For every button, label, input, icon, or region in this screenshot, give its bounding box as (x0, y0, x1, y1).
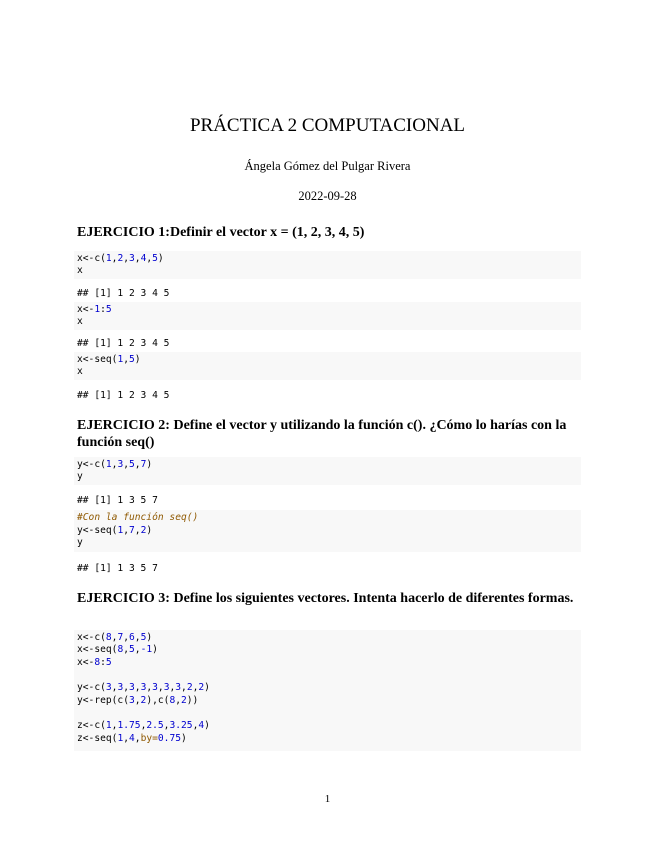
code-comment: #Con la función seq() (77, 512, 199, 523)
code-chunk: x<-c(8,7,6,5) x<-seq(8,5,-1) x<-8:5 y<-c(3,3,3,3,3,3,3,2,2) y<-rep(c(3,2),c(8,2)) z<-c(1,1.75,2.5,3.25,4) z<-seq(1,4,by=0.75) (74, 630, 581, 751)
code-output: ## [1] 1 2 3 4 5 (77, 390, 170, 401)
code-chunk: y<-c(1,3,5,7) y (74, 457, 581, 485)
section-heading-ejercicio-3: EJERCICIO 3: Define los siguientes vectores. Intenta hacerlo de diferentes formas. (77, 591, 574, 606)
code-output: ## [1] 1 2 3 4 5 (77, 338, 170, 349)
document-date: 2022-09-28 (298, 189, 357, 203)
section-heading-ejercicio-1: EJERCICIO 1:Definir el vector x = (1, 2, 3, 4, 5) (77, 225, 365, 240)
code-chunk: x<-seq(1,5) x (74, 352, 581, 380)
code-chunk: #Con la función seq() y<-seq(1,7,2) y (74, 510, 581, 552)
code-output: ## [1] 1 3 5 7 (77, 563, 158, 574)
code-chunk: x<-c(1,2,3,4,5) x (74, 251, 581, 279)
code-output: ## [1] 1 3 5 7 (77, 495, 158, 506)
document-author: Ángela Gómez del Pulgar Rivera (244, 159, 411, 173)
code-chunk: x<-1:5 x (74, 302, 581, 330)
page-number: 1 (324, 793, 331, 805)
document-title: PRÁCTICA 2 COMPUTACIONAL (189, 115, 466, 136)
section-heading-ejercicio-2: EJERCICIO 2: Define el vector y utilizando la función c(). ¿Cómo lo harías con la función seq() (77, 418, 567, 450)
code-output: ## [1] 1 2 3 4 5 (77, 288, 170, 299)
